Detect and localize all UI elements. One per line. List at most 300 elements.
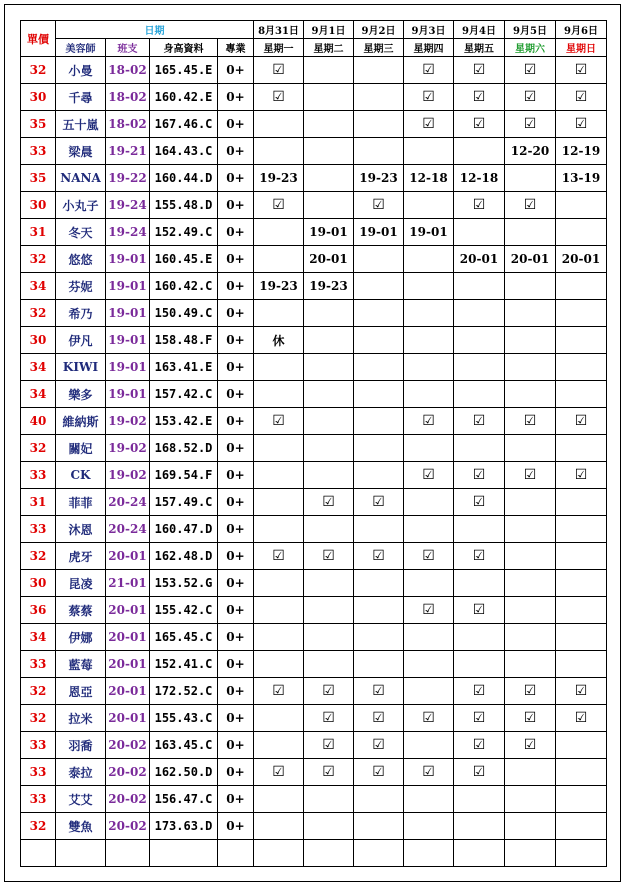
schedule-cell <box>556 759 607 786</box>
price-cell: 35 <box>21 111 56 138</box>
schedule-cell <box>254 219 304 246</box>
schedule-cell <box>454 327 505 354</box>
schedule-cell <box>304 84 354 111</box>
class-cell: 20-02 <box>106 786 150 813</box>
table-row <box>21 678 607 705</box>
profile-cell: 163.41.E <box>150 354 218 381</box>
schedule-cell <box>254 381 304 408</box>
class-cell: 18-02 <box>106 57 150 84</box>
name-cell: 艾艾 <box>56 786 106 813</box>
table-row <box>21 354 607 381</box>
name-cell: 伊娜 <box>56 624 106 651</box>
schedule-cell <box>404 624 454 651</box>
schedule-cell <box>505 651 556 678</box>
check-icon: ☑ <box>454 57 505 84</box>
check-icon: ☑ <box>454 705 505 732</box>
table-row <box>21 786 607 813</box>
schedule-cell <box>505 786 556 813</box>
table-row <box>21 192 607 219</box>
profile-cell: 165.45.C <box>150 624 218 651</box>
check-icon: ☑ <box>505 192 556 219</box>
table-row <box>21 273 607 300</box>
weekday-header: 星期一 <box>254 39 304 57</box>
profile-cell: 162.50.D <box>150 759 218 786</box>
check-icon: ☑ <box>404 111 454 138</box>
schedule-cell <box>404 327 454 354</box>
price-cell: 30 <box>21 327 56 354</box>
name-cell: 恩亞 <box>56 678 106 705</box>
schedule-cell <box>354 651 404 678</box>
schedule-cell <box>304 381 354 408</box>
schedule-cell: 19-23 <box>354 165 404 192</box>
table-row <box>21 840 607 867</box>
name-cell <box>56 840 106 867</box>
check-icon: ☑ <box>556 678 607 705</box>
expertise-column-header: 專業 <box>218 39 254 57</box>
schedule-cell <box>556 597 607 624</box>
expertise-cell: 0+ <box>218 192 254 219</box>
schedule-cell <box>304 813 354 840</box>
name-cell: 芬妮 <box>56 273 106 300</box>
name-cell: 維納斯 <box>56 408 106 435</box>
check-icon: ☑ <box>354 678 404 705</box>
schedule-cell: 19-23 <box>254 165 304 192</box>
name-cell: NANA <box>56 165 106 192</box>
schedule-cell <box>354 354 404 381</box>
class-cell: 19-01 <box>106 246 150 273</box>
schedule-cell <box>354 570 404 597</box>
check-icon: ☑ <box>454 597 505 624</box>
schedule-cell: 12-18 <box>404 165 454 192</box>
weekday-header-saturday: 星期六 <box>505 39 556 57</box>
schedule-cell <box>556 786 607 813</box>
check-icon: ☑ <box>304 489 354 516</box>
profile-cell: 160.45.E <box>150 246 218 273</box>
check-icon: ☑ <box>454 84 505 111</box>
schedule-cell <box>556 435 607 462</box>
price-cell: 30 <box>21 84 56 111</box>
schedule-cell <box>354 462 404 489</box>
date-header: 8月31日 <box>254 21 304 39</box>
check-icon: ☑ <box>254 543 304 570</box>
schedule-table <box>20 20 607 867</box>
price-cell: 30 <box>21 192 56 219</box>
schedule-cell <box>354 300 404 327</box>
class-cell: 19-01 <box>106 300 150 327</box>
schedule-cell: 20-01 <box>505 246 556 273</box>
schedule-cell <box>404 381 454 408</box>
date-group-header: 日期 <box>56 21 254 39</box>
schedule-cell <box>354 138 404 165</box>
schedule-cell <box>354 57 404 84</box>
schedule-cell <box>556 300 607 327</box>
schedule-cell: 19-23 <box>254 273 304 300</box>
check-icon: ☑ <box>556 462 607 489</box>
name-cell: KIWI <box>56 354 106 381</box>
schedule-cell <box>556 273 607 300</box>
check-icon: ☑ <box>354 192 404 219</box>
check-icon: ☑ <box>505 678 556 705</box>
check-icon: ☑ <box>556 111 607 138</box>
class-cell: 20-01 <box>106 651 150 678</box>
schedule-cell <box>505 381 556 408</box>
schedule-cell <box>505 543 556 570</box>
schedule-cell <box>254 705 304 732</box>
schedule-cell <box>304 516 354 543</box>
schedule-cell <box>354 597 404 624</box>
schedule-cell <box>505 327 556 354</box>
profile-cell: 160.44.D <box>150 165 218 192</box>
expertise-cell: 0+ <box>218 759 254 786</box>
profile-cell: 150.49.C <box>150 300 218 327</box>
profile-cell: 155.43.C <box>150 705 218 732</box>
check-icon: ☑ <box>304 705 354 732</box>
table-row <box>21 111 607 138</box>
schedule-cell <box>304 570 354 597</box>
weekday-header-sunday: 星期日 <box>556 39 607 57</box>
schedule-cell: 19-23 <box>304 273 354 300</box>
class-cell: 20-02 <box>106 813 150 840</box>
check-icon: ☑ <box>354 705 404 732</box>
expertise-cell: 0+ <box>218 246 254 273</box>
class-cell: 20-01 <box>106 705 150 732</box>
name-cell: 拉米 <box>56 705 106 732</box>
schedule-cell <box>556 516 607 543</box>
price-cell: 34 <box>21 354 56 381</box>
weekday-header: 星期五 <box>454 39 505 57</box>
check-icon: ☑ <box>556 57 607 84</box>
table-row <box>21 489 607 516</box>
schedule-cell <box>454 786 505 813</box>
schedule-cell <box>254 732 304 759</box>
class-cell: 18-02 <box>106 84 150 111</box>
schedule-cell <box>454 651 505 678</box>
name-cell: 蔡蔡 <box>56 597 106 624</box>
class-cell: 20-01 <box>106 624 150 651</box>
profile-cell: 155.42.C <box>150 597 218 624</box>
name-cell: CK <box>56 462 106 489</box>
schedule-cell <box>354 435 404 462</box>
class-cell: 20-02 <box>106 732 150 759</box>
schedule-cell <box>505 489 556 516</box>
schedule-cell <box>304 111 354 138</box>
class-cell: 19-01 <box>106 273 150 300</box>
class-cell: 21-01 <box>106 570 150 597</box>
table-row <box>21 138 607 165</box>
table-row <box>21 624 607 651</box>
class-cell: 19-01 <box>106 327 150 354</box>
price-cell: 33 <box>21 651 56 678</box>
schedule-cell <box>505 219 556 246</box>
price-cell: 31 <box>21 489 56 516</box>
table-row <box>21 246 607 273</box>
profile-cell: 169.54.F <box>150 462 218 489</box>
schedule-cell <box>304 624 354 651</box>
price-cell: 32 <box>21 678 56 705</box>
schedule-cell <box>254 840 304 867</box>
check-icon: ☑ <box>354 543 404 570</box>
expertise-cell: 0+ <box>218 786 254 813</box>
schedule-cell <box>556 813 607 840</box>
price-cell: 34 <box>21 381 56 408</box>
schedule-cell: 12-18 <box>454 165 505 192</box>
name-cell: 藍莓 <box>56 651 106 678</box>
check-icon: ☑ <box>454 462 505 489</box>
schedule-cell: 19-01 <box>304 219 354 246</box>
check-icon: ☑ <box>404 462 454 489</box>
schedule-cell: 19-01 <box>354 219 404 246</box>
schedule-cell <box>254 786 304 813</box>
weekday-header: 星期三 <box>354 39 404 57</box>
name-cell: 羽喬 <box>56 732 106 759</box>
schedule-cell <box>304 462 354 489</box>
price-cell: 40 <box>21 408 56 435</box>
schedule-cell <box>556 354 607 381</box>
price-cell: 32 <box>21 705 56 732</box>
schedule-cell <box>254 354 304 381</box>
schedule-cell <box>454 570 505 597</box>
name-cell: 菲菲 <box>56 489 106 516</box>
profile-cell: 157.49.C <box>150 489 218 516</box>
price-cell: 35 <box>21 165 56 192</box>
schedule-cell <box>304 651 354 678</box>
class-cell: 20-02 <box>106 759 150 786</box>
schedule-cell <box>556 219 607 246</box>
header-row-bottom <box>21 39 607 57</box>
class-cell: 19-24 <box>106 219 150 246</box>
schedule-cell <box>505 624 556 651</box>
schedule-cell <box>556 624 607 651</box>
schedule-cell <box>454 813 505 840</box>
expertise-cell: 0+ <box>218 678 254 705</box>
price-cell: 33 <box>21 732 56 759</box>
price-cell: 33 <box>21 138 56 165</box>
class-column-header: 班支 <box>106 39 150 57</box>
schedule-cell <box>404 192 454 219</box>
schedule-cell <box>404 516 454 543</box>
schedule-cell <box>505 597 556 624</box>
name-cell: 泰拉 <box>56 759 106 786</box>
price-cell: 32 <box>21 435 56 462</box>
schedule-cell <box>404 273 454 300</box>
profile-column-header: 身高資料 <box>150 39 218 57</box>
class-cell <box>106 840 150 867</box>
schedule-cell <box>505 354 556 381</box>
profile-cell: 162.48.D <box>150 543 218 570</box>
schedule-cell <box>556 732 607 759</box>
schedule-cell <box>254 651 304 678</box>
schedule-cell <box>304 435 354 462</box>
schedule-cell <box>556 192 607 219</box>
table-row <box>21 408 607 435</box>
schedule-cell <box>254 813 304 840</box>
schedule-cell <box>404 435 454 462</box>
schedule-cell <box>404 354 454 381</box>
expertise-cell: 0+ <box>218 273 254 300</box>
check-icon: ☑ <box>254 57 304 84</box>
table-row <box>21 57 607 84</box>
profile-cell: 155.48.D <box>150 192 218 219</box>
schedule-cell <box>505 273 556 300</box>
schedule-cell <box>254 435 304 462</box>
price-cell: 32 <box>21 300 56 327</box>
expertise-cell: 0+ <box>218 543 254 570</box>
expertise-cell: 0+ <box>218 705 254 732</box>
schedule-cell <box>454 354 505 381</box>
check-icon: ☑ <box>505 462 556 489</box>
class-cell: 19-02 <box>106 408 150 435</box>
schedule-cell <box>304 408 354 435</box>
schedule-cell <box>354 111 404 138</box>
price-cell: 34 <box>21 273 56 300</box>
header-row-top <box>21 21 607 39</box>
schedule-cell <box>505 840 556 867</box>
check-icon: ☑ <box>505 111 556 138</box>
table-row <box>21 543 607 570</box>
table-row <box>21 435 607 462</box>
check-icon: ☑ <box>454 192 505 219</box>
expertise-cell: 0+ <box>218 138 254 165</box>
profile-cell: 152.41.C <box>150 651 218 678</box>
name-cell: 樂多 <box>56 381 106 408</box>
schedule-cell <box>304 192 354 219</box>
schedule-cell <box>304 354 354 381</box>
class-cell: 19-02 <box>106 462 150 489</box>
schedule-cell <box>254 246 304 273</box>
schedule-cell <box>354 840 404 867</box>
schedule-cell <box>354 381 404 408</box>
profile-cell: 153.42.E <box>150 408 218 435</box>
table-row <box>21 651 607 678</box>
weekday-header: 星期四 <box>404 39 454 57</box>
schedule-cell <box>304 138 354 165</box>
profile-cell: 167.46.C <box>150 111 218 138</box>
check-icon: ☑ <box>304 732 354 759</box>
table-row <box>21 381 607 408</box>
schedule-cell <box>404 651 454 678</box>
profile-cell <box>150 840 218 867</box>
class-cell: 20-01 <box>106 678 150 705</box>
price-cell: 32 <box>21 57 56 84</box>
check-icon: ☑ <box>556 705 607 732</box>
price-cell: 32 <box>21 246 56 273</box>
expertise-cell: 0+ <box>218 84 254 111</box>
profile-cell: 153.52.G <box>150 570 218 597</box>
schedule-cell <box>454 381 505 408</box>
schedule-cell <box>556 489 607 516</box>
expertise-cell: 0+ <box>218 489 254 516</box>
table-row <box>21 516 607 543</box>
date-header: 9月2日 <box>354 21 404 39</box>
schedule-cell <box>304 597 354 624</box>
schedule-cell: 20-01 <box>454 246 505 273</box>
class-cell: 19-01 <box>106 354 150 381</box>
check-icon: ☑ <box>505 84 556 111</box>
profile-cell: 156.47.C <box>150 786 218 813</box>
expertise-cell: 0+ <box>218 597 254 624</box>
schedule-cell <box>404 570 454 597</box>
schedule-cell <box>254 570 304 597</box>
profile-cell: 165.45.E <box>150 57 218 84</box>
price-cell: 32 <box>21 813 56 840</box>
expertise-cell: 0+ <box>218 516 254 543</box>
expertise-cell: 0+ <box>218 813 254 840</box>
expertise-cell: 0+ <box>218 408 254 435</box>
schedule-cell <box>404 489 454 516</box>
check-icon: ☑ <box>454 732 505 759</box>
check-icon: ☑ <box>254 759 304 786</box>
check-icon: ☑ <box>354 489 404 516</box>
schedule-cell <box>304 165 354 192</box>
table-row <box>21 759 607 786</box>
schedule-cell <box>454 435 505 462</box>
schedule-cell <box>556 570 607 597</box>
schedule-cell: 休 <box>254 327 304 354</box>
table-row <box>21 462 607 489</box>
price-cell: 33 <box>21 462 56 489</box>
check-icon: ☑ <box>556 84 607 111</box>
schedule-cell <box>404 138 454 165</box>
schedule-cell: 19-01 <box>404 219 454 246</box>
check-icon: ☑ <box>404 84 454 111</box>
class-cell: 20-24 <box>106 489 150 516</box>
check-icon: ☑ <box>304 543 354 570</box>
schedule-cell <box>505 165 556 192</box>
price-cell: 33 <box>21 516 56 543</box>
profile-cell: 160.47.D <box>150 516 218 543</box>
schedule-cell <box>454 219 505 246</box>
schedule-cell <box>354 786 404 813</box>
schedule-cell <box>505 516 556 543</box>
schedule-cell <box>354 408 404 435</box>
expertise-cell: 0+ <box>218 111 254 138</box>
schedule-cell <box>505 300 556 327</box>
check-icon: ☑ <box>505 408 556 435</box>
schedule-cell <box>454 138 505 165</box>
profile-cell: 157.42.C <box>150 381 218 408</box>
name-cell: 虎牙 <box>56 543 106 570</box>
check-icon: ☑ <box>505 732 556 759</box>
schedule-cell <box>304 57 354 84</box>
schedule-cell <box>354 327 404 354</box>
schedule-cell <box>404 813 454 840</box>
check-icon: ☑ <box>454 408 505 435</box>
table-row <box>21 300 607 327</box>
name-cell: 五十嵐 <box>56 111 106 138</box>
expertise-cell <box>218 840 254 867</box>
class-cell: 19-01 <box>106 381 150 408</box>
check-icon: ☑ <box>404 543 454 570</box>
date-header: 9月3日 <box>404 21 454 39</box>
check-icon: ☑ <box>254 678 304 705</box>
schedule-cell <box>354 813 404 840</box>
expertise-cell: 0+ <box>218 462 254 489</box>
table-row <box>21 570 607 597</box>
class-cell: 20-01 <box>106 543 150 570</box>
check-icon: ☑ <box>454 543 505 570</box>
schedule-cell <box>254 111 304 138</box>
table-row <box>21 219 607 246</box>
class-cell: 19-21 <box>106 138 150 165</box>
name-cell: 希乃 <box>56 300 106 327</box>
schedule-cell <box>354 84 404 111</box>
expertise-cell: 0+ <box>218 219 254 246</box>
expertise-cell: 0+ <box>218 651 254 678</box>
check-icon: ☑ <box>254 408 304 435</box>
table-row <box>21 732 607 759</box>
price-cell: 33 <box>21 759 56 786</box>
class-cell: 18-02 <box>106 111 150 138</box>
